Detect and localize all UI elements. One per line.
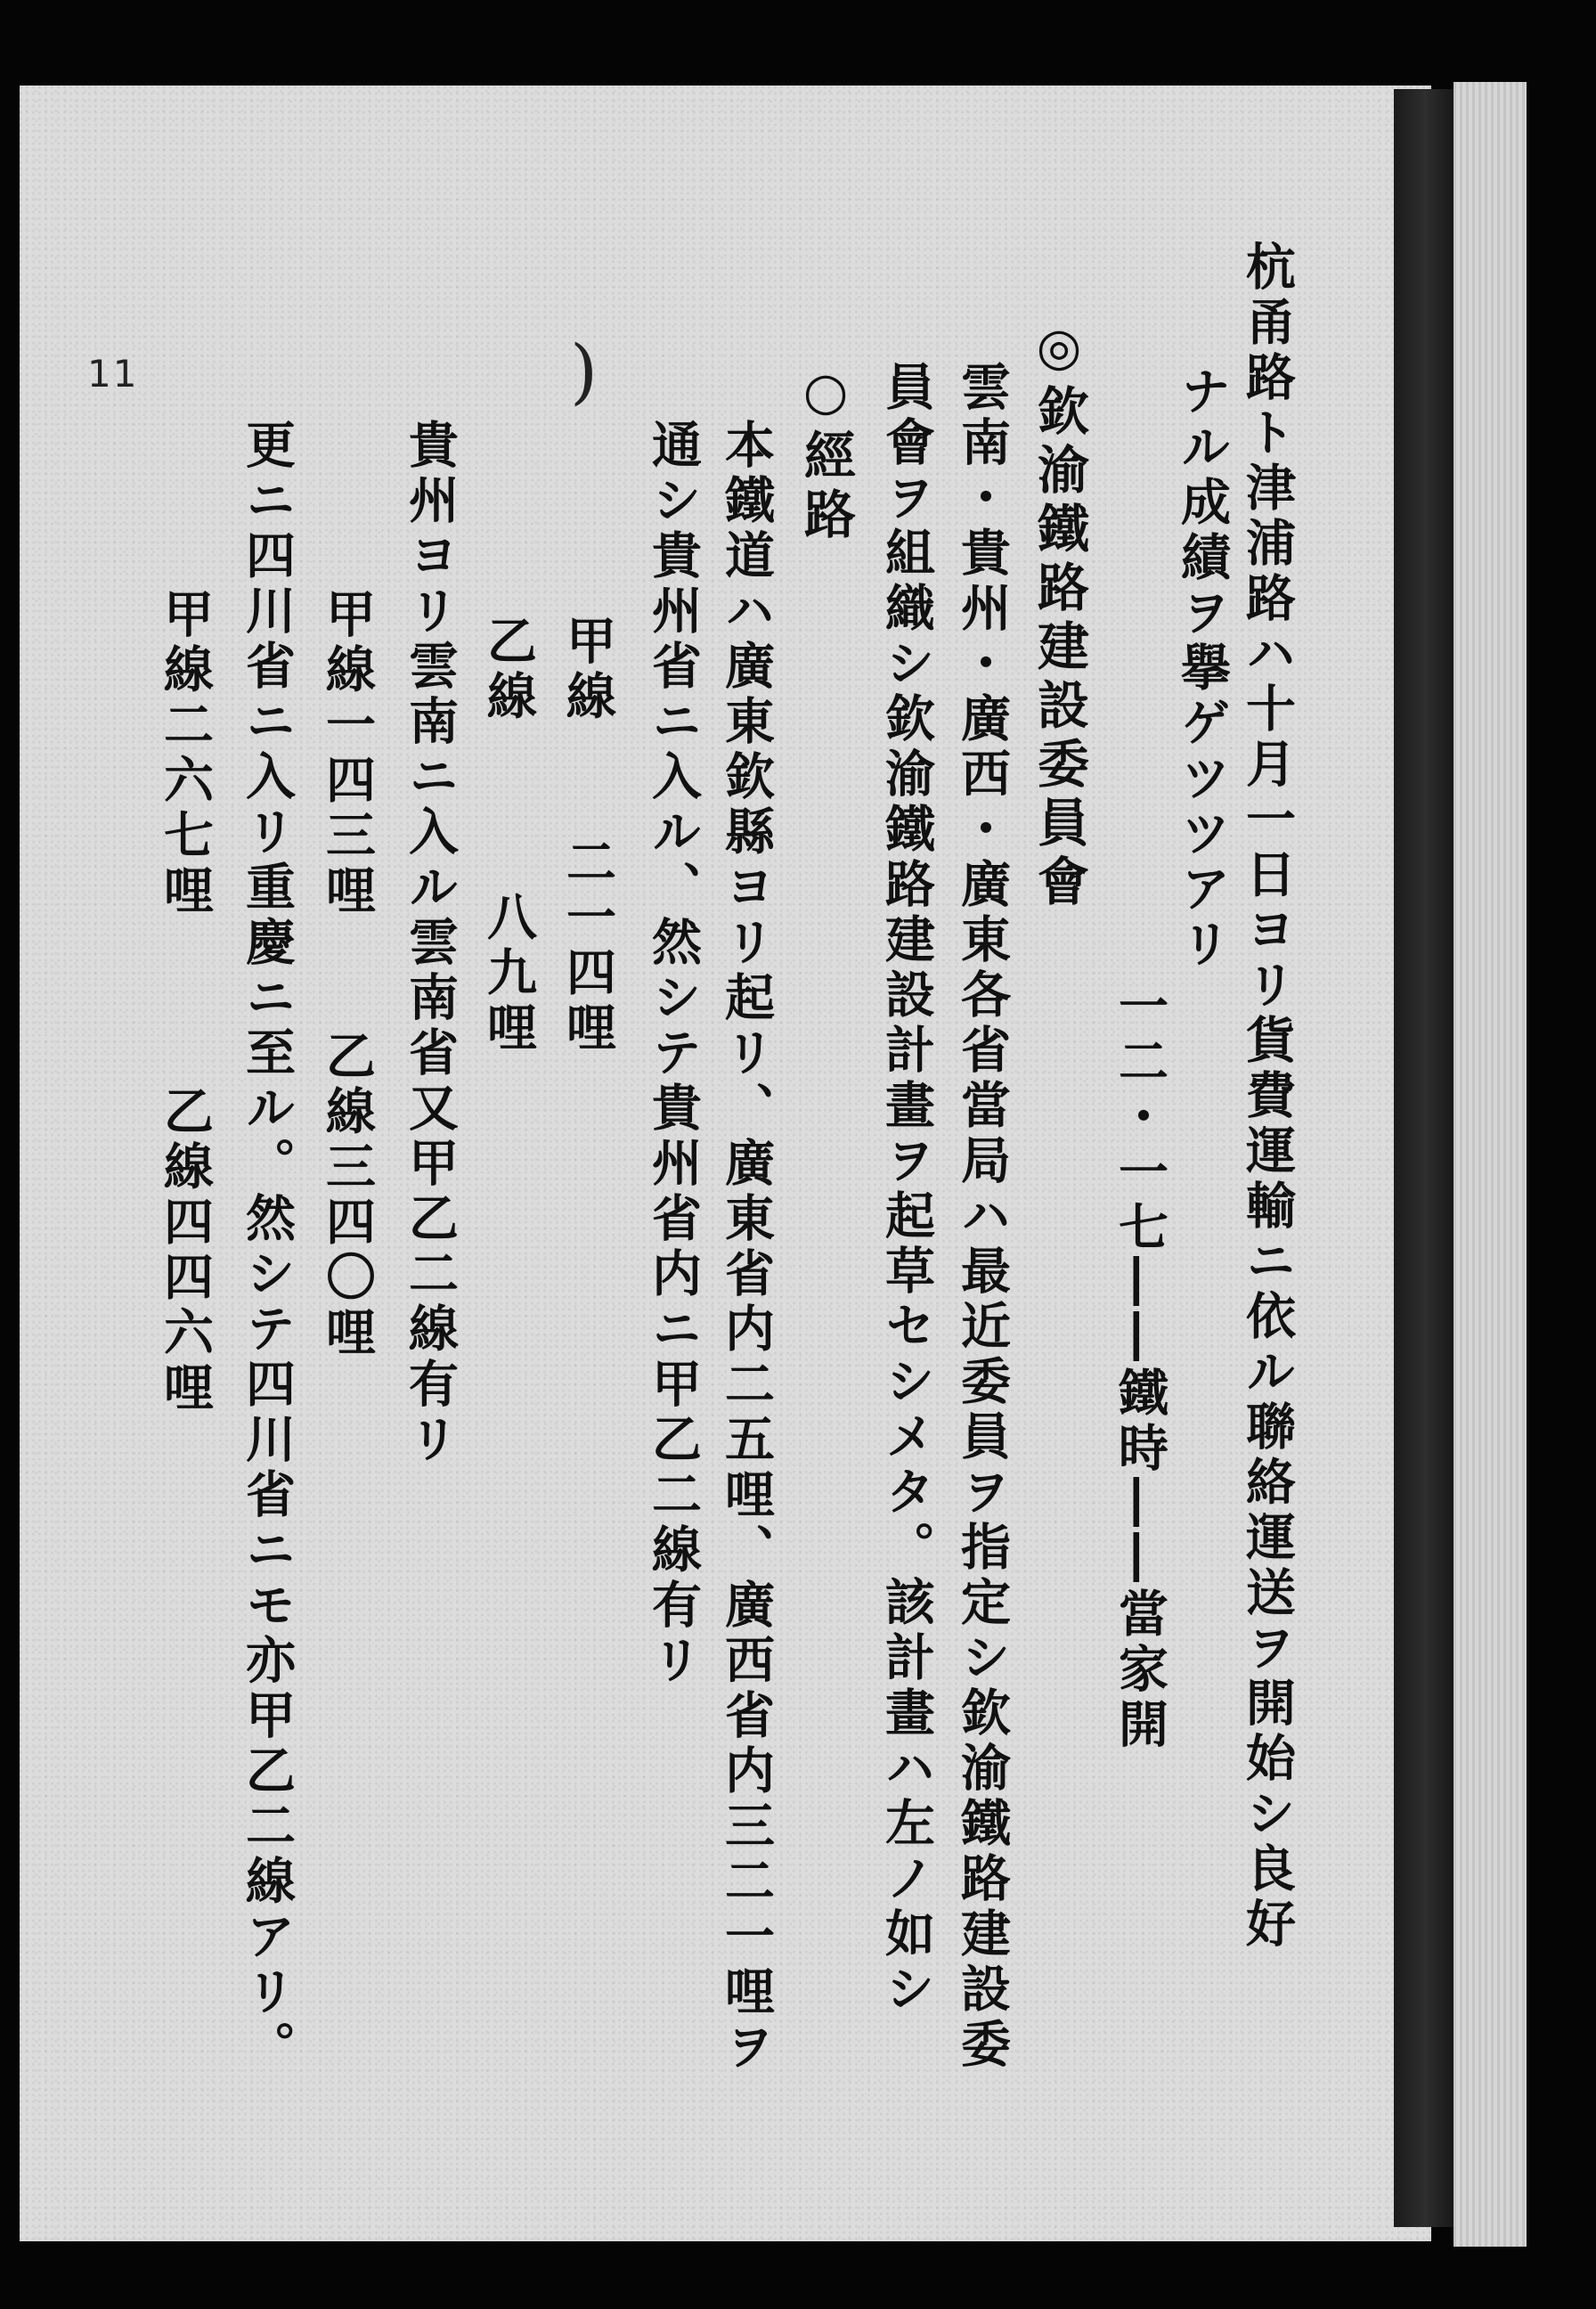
text-column-11: 乙線 八九哩: [479, 615, 538, 1057]
text-column-8: 本鐵道ハ廣東欽縣ヨリ起リ、廣東省内二五哩、廣西省内三二一哩ヲ: [717, 419, 776, 2076]
text-column-15: 甲線二六七哩 乙線四四六哩: [156, 588, 215, 1416]
text-column-13: 甲線一四三哩 乙線三四〇哩: [318, 588, 377, 1361]
subheading-route: ○經路: [795, 361, 856, 546]
text-column-10: 甲線 二一四哩: [558, 615, 617, 1057]
text-column-12: 貴州ヨリ雲南ニ入ル雲南省又甲乙二線有リ: [401, 419, 460, 1468]
page-number: 11: [87, 352, 139, 396]
text-column-6: 員會ヲ組織シ欽渝鐵路建設計畫ヲ起草セシメタ。該計畫ハ左ノ如シ: [877, 361, 936, 2018]
bracket-mark: ): [570, 330, 598, 412]
text-column-3-dateline: 一二・一七――鐵時――當家開: [1111, 980, 1169, 1753]
book-gutter: [1394, 89, 1456, 2227]
adjacent-page-edge: [1454, 82, 1527, 2247]
section-heading-qinyu-railway: ◎欽渝鐵路建設委員會: [1029, 316, 1089, 913]
text-column-1: 杭甬路ト津浦路ハ十月一日ヨリ貨費運輸ニ依ル聯絡運送ヲ開始シ良好: [1238, 241, 1297, 1953]
text-column-14: 更ニ四川省ニ入リ重慶ニ至ル。然シテ四川省ニモ亦甲乙二線アリ。: [238, 419, 297, 2076]
text-column-5: 雲南・貴州・廣西・廣東各省當局ハ最近委員ヲ指定シ欽渝鐵路建設委: [953, 361, 1012, 2073]
text-column-9: 通シ貴州省ニ入ル、然シテ貴州省内ニ甲乙二線有リ: [644, 419, 703, 1689]
text-column-2: ナル成績ヲ擧ゲツツアリ: [1173, 365, 1232, 973]
